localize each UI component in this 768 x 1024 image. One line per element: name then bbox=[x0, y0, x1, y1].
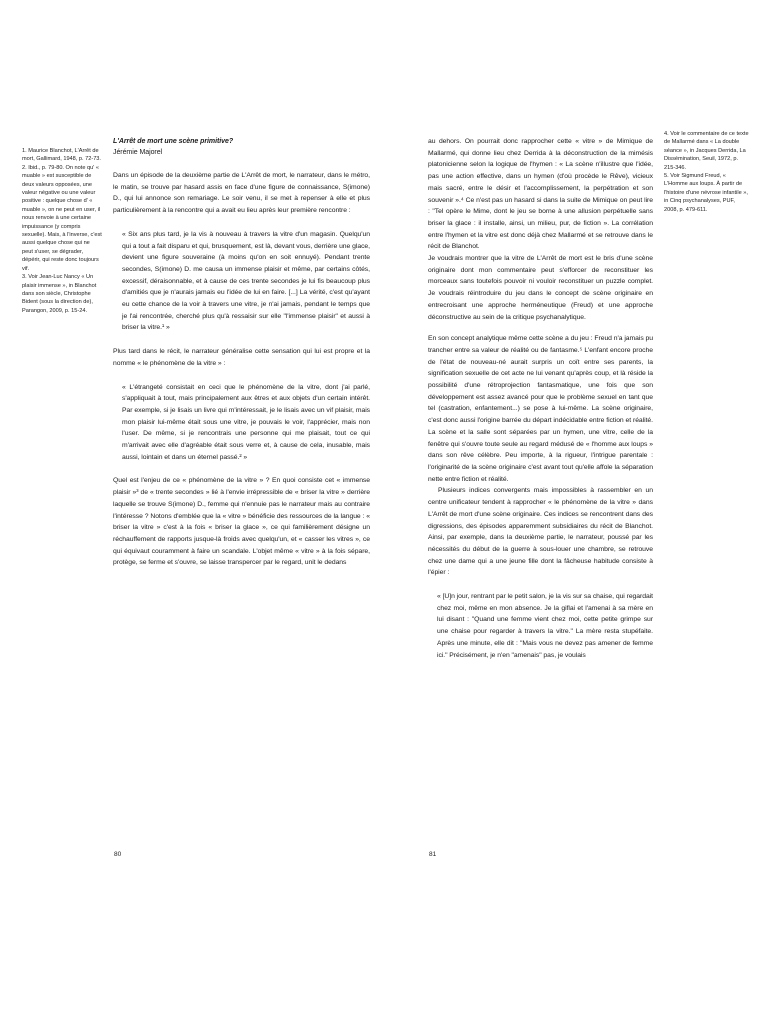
footnote-1: 1. Maurice Blanchot, L'Arrêt de mort, Gallimard, 1948, p. 72-73. bbox=[22, 148, 101, 163]
block-quote: « Six ans plus tard, je la vis à nouveau à travers la vitre d'un magasin. Quelqu'un qui a tout a fait disparu et qui, brusquement, est là, devant vous, derrière une glace, devient une figure souveraine (à moins qu'on en soit ennuyé). Pendant trente secondes, S(imone) D. me causa un immense plaisir et même, par certains côtés, excessif, déraisonnable, et à cause de ces trente secondes je lui fis beaucoup plus d'amitiés que je n'aurais jamais eu l'idée de lui en faire. [...] La vérité, c'est qu'ayant eu cette chance de la voir à travers une vitre, je n'ai jamais, pendant le temps que je l'ai rencontrée, cherché plus qu'à ressaisir sur elle "l'immense plaisir" et aussi à briser la vitre.¹ » bbox=[122, 230, 370, 332]
paragraph: au dehors. On pourrait donc rapprocher cette « vitre » de Mimique de Mallarmé, qui donne lieu chez Derrida à la déconstruction de la mimésis platonicienne selon la logique de l'hymen : « La scène n'illustre que l'idée, pas une action effective, dans un hymen (d'où procède le Rêve), vicieux mais sacré, entre le désir et l'accomplissement, la perpétration et son souvenir ».⁴ Ce n'est pas un hasard si dans la suite de Mimique on peut lire : "Tel opère le Mime, dont le jeu se borne à une allusion perpétuelle sans briser la glace : il installe, ainsi, un milieu, pur, de fiction ». La corrélation entre l'hymen et la vitre est donc déjà chez Mallarmé et se retrouve dans le récit de Blanchot. bbox=[428, 138, 653, 251]
footnote-3: 3. Voir Jean-Luc Nancy « Un plaisir immense », in Blanchot dans son siècle, Christophe Bident (sous la direction de), Parangon, 2009, p. 15-24. bbox=[22, 274, 97, 314]
footnote-5: 5. Voir Sigmund Freud, « L'Homme aux loups. À partir de l'histoire d'une névrose infantile », in Cinq psychanalyses, PUF, 2008, p. 479-611. bbox=[664, 173, 748, 213]
block-quote: « [U]n jour, rentrant par le petit salon, je la vis sur sa chaise, qui regardait chez moi, même en mon absence. Je la giflai et l'amenai à sa mère en lui disant : "Quand une femme vient chez moi, cette petite grimpe sur une chaise pour regarder à travers la vitre." La mère resta stupéfaite. Après une minute, elle dit : "Mais vous ne devez pas amener de femme ici." Précisément, je n'en "amenais" pas, je voulais bbox=[437, 593, 653, 659]
footnote-4: 4. Voir le commentaire de ce texte de Mallarmé dans « La double séance », in Jacques Derrida, La Dissémination, Seuil, 1972, p. 215-346. bbox=[664, 131, 749, 171]
article-author: Jérémie Majorel bbox=[113, 149, 163, 156]
left-body bbox=[113, 136, 370, 569]
paragraph: En son concept analytique même cette scène a du jeu : Freud n'a jamais pu trancher entre sa valeur de réalité ou de fantasme.⁵ L'enfant encore proche de l'état de nouveau-né aurait surpris un coït entre ses parents, la signification sexuelle de cet acte ne lui venant qu'après coup, et là réside la possibilité d'une rétroprojection fantasmatique, une fois que son développement est assez avancé pour que le problème sexuel en tant que tel (castration, enfantement...) se pose à lui-même. La scène originaire, c'est donc aussi l'origine barrée du départ indécidable entre fiction et réalité. La scène et la salle sont séparées par un hymen, une vitre, celle de la fenêtre qui s'ouvre toute seule au regard médusé de « l'homme aux loups » dans son rêve célèbre. Peu importe, à la rigueur, l'intrigue parentale : l'originarité de la scène originaire c'est avant tout qu'elle affole la séparation nette entre fiction et réalité. bbox=[428, 335, 653, 483]
paragraph: Plus tard dans le récit, le narrateur généralise cette sensation qui lui est propre et la nomme « le phénomène de la vitre » : bbox=[113, 348, 370, 367]
page-number: 80 bbox=[114, 851, 122, 858]
paragraph: Plusieurs indices convergents mais impossibles à rassembler en un centre unificateur tendent à rapprocher « le phénomène de la vitre » dans L'Arrêt de mort d'une scène originaire. Ces indices se rencontrent dans des digressions, des épisodes apparemment subsidiaires du récit de Blanchot. Ainsi, par exemple, dans la deuxième partie, le narrateur, poussé par les nécessités du début de la guerre à sous-louer une chambre, se retrouve chez une dame qui a une jeune fille dont la fâcheuse habitude consiste à l'épier : bbox=[428, 487, 653, 577]
right-footnotes bbox=[664, 130, 749, 214]
article-title: L'Arrêt de mort une scène primitive? bbox=[113, 138, 234, 145]
right-body bbox=[428, 136, 653, 673]
page-number: 81 bbox=[429, 851, 437, 858]
footnote-2: 2. Ibid., p. 79-80. On note qu' « muable » est susceptible de deux valeurs opposées, une valeur négative ou une valeur positive : quelque chose d' « muable », on ne peut en user, il nous renvoie à une certaine impuissance (y compris sexuelle). Mais, à l'inverse, c'est aussi quelque chose qui ne peut s'user, se dégrader, dépérir, qui reste donc toujours vif. bbox=[22, 164, 102, 272]
left-footnotes bbox=[22, 147, 102, 315]
paragraph: Quel est l'enjeu de ce « phénomène de la vitre » ? En quoi consiste cet « immense plaisir »³ de « trente secondes » lié à l'envie irrépressible de « briser la vitre » derrière laquelle se trouve S(imone) D., femme qui n'ennuie pas le narrateur mais au contraire l'intéresse ? Notons d'emblée que la « vitre » bénéficie des ressources de la langue : « briser la vitre » c'est à la fois « briser la glace », ce qui familièrement désigne un réchauffement de rapports jusque-là froids avec quelqu'un, et « casser les vitres », ce qui équivaut couramment à faire un scandale. L'objet même « vitre » à la fois sépare, protège, se ferme et s'ouvre, se laisse transpercer par le regard, unit le dedans bbox=[113, 477, 370, 567]
paragraph: Dans un épisode de la deuxième partie de L'Arrêt de mort, le narrateur, dans le métro, le matin, se trouve par hasard assis en face d'une figure de connaissance, S(imone) D., qui lui annonce son remariage. Le soir venu, il se met à repenser à elle et plus particulièrement à la rencontre qui a avait eu lieu après leur première rencontre : bbox=[113, 172, 370, 215]
block-quote: « L'étrangeté consistait en ceci que le phénomène de la vitre, dont j'ai parlé, s'appliquait à tout, mais principalement aux êtres et aux objets d'un certain intérêt. Par exemple, si je lisais un livre qui m'intéressait, je le lisais avec un vif plaisir, mais mon plaisir lui-même était sous une vitre, je pouvais le voir, l'apprécier, mais non l'user. De même, si je rencontrais une personne qui me plaisait, tout ce qui m'arrivait avec elle d'agréable était sous verre et, à cause de cela, inusable, mais aussi, lointain et dans un éternel passé.² » bbox=[122, 383, 370, 461]
paragraph: Je voudrais montrer que la vitre de L'Arrêt de mort est le bris d'une scène originaire dont mon commentaire peut s'efforcer de reconstituer les morceaux sans toutefois pouvoir ni vouloir reconstituer un puzzle complet. Je voudrais réintroduire du jeu dans le concept de scène originaire en entrecroisant une approche herméneutique (Freud) et une approche déconstructive au sein de la critique psychanalytique. bbox=[428, 255, 653, 321]
